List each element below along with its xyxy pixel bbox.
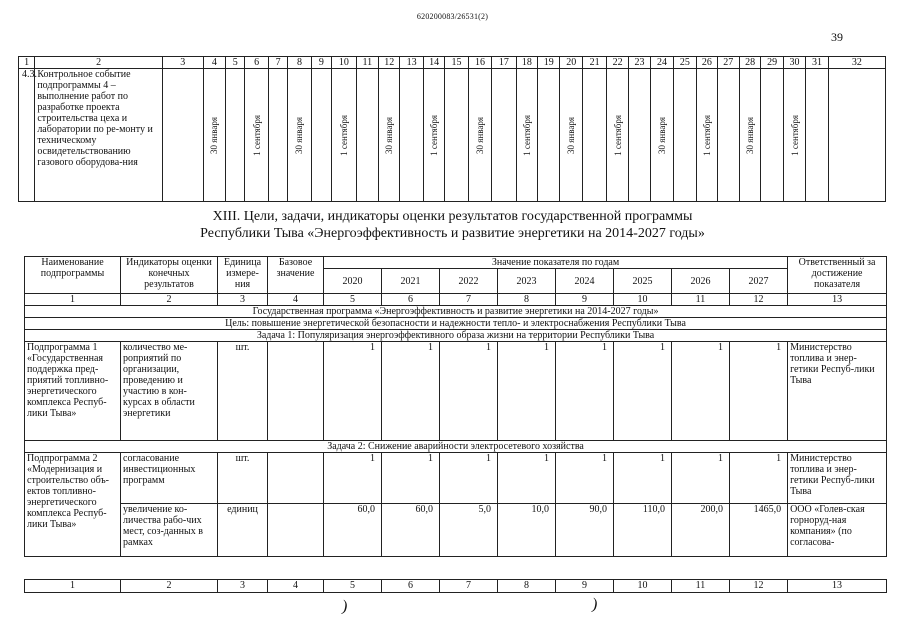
handwritten-mark: ) <box>590 595 599 614</box>
subprogram-2-name: Подпрограмма 2 «Модернизация и строительство объ-ектов топливно-энергетического комплекса Респуб-лики Тыва» <box>25 453 121 557</box>
schedule-cell <box>739 69 760 202</box>
schedule-cell <box>356 69 378 202</box>
indicator-value: 60,0 <box>382 504 440 557</box>
schedule-cell <box>468 69 491 202</box>
schedule-cell <box>332 69 356 202</box>
column-number: 6 <box>382 294 440 306</box>
column-header: 28 <box>739 57 760 69</box>
year-header: 2022 <box>440 269 498 294</box>
column-header: 18 <box>516 57 537 69</box>
indicator-value: 1 <box>672 342 730 441</box>
column-header: 8 <box>288 57 311 69</box>
schedule-date: 1 сентября <box>429 114 440 156</box>
subprogram-2-unit-1: шт. <box>218 453 268 504</box>
bottom-numbers-row <box>25 580 887 593</box>
column-header: 29 <box>761 57 783 69</box>
schedule-cell <box>288 69 311 202</box>
column-number: 4 <box>268 580 324 593</box>
column-header: 30 <box>783 57 805 69</box>
schedule-date: 1 сентября <box>789 114 800 156</box>
responsible-party: ООО «Голев-ская горноруд-ная компания» (по согласова- <box>788 504 887 557</box>
schedule-cell <box>538 69 560 202</box>
schedule-date: 1 сентября <box>612 114 623 156</box>
column-header: 17 <box>492 57 516 69</box>
column-number: 3 <box>218 294 268 306</box>
schedule-cell <box>828 69 885 202</box>
subprogram-2-base-2 <box>268 504 324 557</box>
schedule-date: 30 января <box>474 116 485 154</box>
schedule-cell <box>203 69 225 202</box>
indicator-value: 1 <box>382 453 440 504</box>
indicator-value: 1 <box>440 453 498 504</box>
column-number: 12 <box>730 580 788 593</box>
task-2-title: Задача 2: Снижение аварийности электросетевого хозяйства <box>25 441 887 453</box>
task-1-title: Задача 1: Популяризация энергоэффективного образа жизни на территории Республики Тыва <box>25 330 887 342</box>
column-header: 24 <box>651 57 673 69</box>
schedule-cell <box>560 69 582 202</box>
column-number: 12 <box>730 294 788 306</box>
column-number: 10 <box>614 294 672 306</box>
document-number: 620200083/26531(2) <box>416 12 489 21</box>
year-header: 2025 <box>614 269 672 294</box>
heading-line-2: Республики Тыва «Энергоэффективность и развитие энергетики на 2014-2027 годы» <box>200 226 705 241</box>
column-number: 10 <box>614 580 672 593</box>
header-name: Наименование подпрограммы <box>25 257 121 294</box>
header-responsible: Ответственный за достижение показателя <box>788 257 887 294</box>
column-number: 4 <box>268 294 324 306</box>
column-header: 1 <box>19 57 35 69</box>
schedule-cell <box>162 69 203 202</box>
header-values: Значение показателя по годам <box>324 257 788 269</box>
top-table-header-row <box>19 57 886 69</box>
schedule-date: 1 сентября <box>338 114 349 156</box>
program-title: Государственная программа «Энергоэффективность и развитие энергетики на 2014-2027 годы» <box>25 306 887 318</box>
handwritten-mark: ) <box>340 597 349 616</box>
indicator-value: 1 <box>614 453 672 504</box>
schedule-cell <box>268 69 287 202</box>
column-header: 16 <box>468 57 491 69</box>
responsible-party: Министерство топлива и энер-гетики Респуб-лики Тыва <box>788 453 887 504</box>
column-header: 5 <box>226 57 245 69</box>
column-number: 7 <box>440 294 498 306</box>
schedule-date: 30 января <box>294 116 305 154</box>
schedule-date: 1 сентября <box>521 114 532 156</box>
column-number: 2 <box>121 294 218 306</box>
bottom-column-numbers-table <box>24 579 887 593</box>
indicator-value: 1 <box>556 453 614 504</box>
column-number: 9 <box>556 294 614 306</box>
schedule-cell <box>717 69 739 202</box>
header-unit: Единица измере-ния <box>218 257 268 294</box>
section-heading <box>0 208 905 242</box>
column-header: 21 <box>582 57 606 69</box>
column-header: 22 <box>607 57 628 69</box>
schedule-date: 30 января <box>745 116 756 154</box>
schedule-date: 1 сентября <box>701 114 712 156</box>
schedule-date: 30 января <box>656 116 667 154</box>
column-number: 9 <box>556 580 614 593</box>
column-number: 6 <box>382 580 440 593</box>
column-header: 23 <box>628 57 650 69</box>
schedule-cell <box>783 69 805 202</box>
indicator-value: 1 <box>440 342 498 441</box>
column-header: 32 <box>828 57 885 69</box>
column-number: 7 <box>440 580 498 593</box>
year-header: 2023 <box>498 269 556 294</box>
control-event-label: Контрольное событие подпрограммы 4 – выполнение работ по разработке проекта строительства цеха и лаборатории по ре-монту и техническому освидетельствованию газового оборудова-ния <box>35 69 163 202</box>
column-number: 13 <box>788 580 887 593</box>
column-header: 27 <box>717 57 739 69</box>
schedule-date: 1 сентября <box>251 114 262 156</box>
year-header: 2021 <box>382 269 440 294</box>
indicator-value: 1 <box>324 453 382 504</box>
column-header: 26 <box>697 57 717 69</box>
column-number: 1 <box>25 580 121 593</box>
column-header: 3 <box>162 57 203 69</box>
indicator-value: 90,0 <box>556 504 614 557</box>
goals-indicators-table <box>24 256 887 557</box>
schedule-cell <box>673 69 696 202</box>
indicator-value: 1 <box>556 342 614 441</box>
indicator-value: 1 <box>730 453 788 504</box>
subprogram-1-base <box>268 342 324 441</box>
column-header: 25 <box>673 57 696 69</box>
column-number: 8 <box>498 580 556 593</box>
schedule-cell <box>423 69 444 202</box>
schedule-cell <box>445 69 468 202</box>
year-header: 2024 <box>556 269 614 294</box>
column-header: 6 <box>245 57 268 69</box>
task-row <box>25 441 887 453</box>
top-schedule-table <box>18 56 886 202</box>
column-header: 4 <box>203 57 225 69</box>
indicator-value: 5,0 <box>440 504 498 557</box>
indicator-value: 1 <box>498 453 556 504</box>
column-number: 2 <box>121 580 218 593</box>
goal-row <box>25 318 887 330</box>
schedule-cell <box>245 69 268 202</box>
table-row <box>19 69 886 202</box>
column-header: 13 <box>400 57 423 69</box>
column-header: 31 <box>806 57 828 69</box>
indicator-value: 60,0 <box>324 504 382 557</box>
table-row <box>25 504 887 557</box>
header-base: Базовое значение <box>268 257 324 294</box>
column-number: 13 <box>788 294 887 306</box>
subprogram-2-base-1 <box>268 453 324 504</box>
year-header: 2020 <box>324 269 382 294</box>
column-header: 11 <box>356 57 378 69</box>
column-number: 11 <box>672 580 730 593</box>
row-number: 4.3. <box>19 69 35 202</box>
indicator-value: 1 <box>730 342 788 441</box>
indicator-value: 10,0 <box>498 504 556 557</box>
column-header: 20 <box>560 57 582 69</box>
year-header: 2027 <box>730 269 788 294</box>
indicator-value: 1465,0 <box>730 504 788 557</box>
schedule-date: 30 января <box>384 116 395 154</box>
column-number: 5 <box>324 294 382 306</box>
subprogram-2-indicator-2: увеличение ко-личества рабо-чих мест, соз-данных в рамках <box>121 504 218 557</box>
schedule-cell <box>607 69 628 202</box>
header-row <box>25 257 887 269</box>
column-number: 5 <box>324 580 382 593</box>
column-header: 15 <box>445 57 468 69</box>
schedule-cell <box>379 69 400 202</box>
column-header: 14 <box>423 57 444 69</box>
schedule-date: 30 января <box>566 116 577 154</box>
indicator-value: 200,0 <box>672 504 730 557</box>
schedule-cell <box>516 69 537 202</box>
indicator-value: 1 <box>614 342 672 441</box>
subprogram-2-indicator-1: согласование инвестиционных программ <box>121 453 218 504</box>
subprogram-1-name: Подпрограмма 1 «Государственная поддержка пред-приятий топливно-энергетического комплекса Респуб-лики Тыва» <box>25 342 121 441</box>
schedule-date: 30 января <box>209 116 220 154</box>
column-header: 10 <box>332 57 356 69</box>
schedule-cell <box>400 69 423 202</box>
schedule-cell <box>697 69 717 202</box>
subprogram-1-indicator: количество ме-роприятий по организации, проведению и участию в кон-курсах в области энергетики <box>121 342 218 441</box>
schedule-cell <box>651 69 673 202</box>
column-number: 11 <box>672 294 730 306</box>
year-header: 2026 <box>672 269 730 294</box>
goal-title: Цель: повышение энергетической безопасности и надежности тепло- и электроснабжения Республики Тыва <box>25 318 887 330</box>
column-header: 12 <box>379 57 400 69</box>
schedule-cell <box>761 69 783 202</box>
indicator-value: 110,0 <box>614 504 672 557</box>
column-number: 1 <box>25 294 121 306</box>
indicator-value: 1 <box>324 342 382 441</box>
schedule-cell <box>492 69 516 202</box>
column-numbers-row <box>25 294 887 306</box>
schedule-cell <box>311 69 331 202</box>
subprogram-2-unit-2: единиц <box>218 504 268 557</box>
subprogram-1-unit: шт. <box>218 342 268 441</box>
column-header: 7 <box>268 57 287 69</box>
schedule-cell <box>226 69 245 202</box>
column-number: 8 <box>498 294 556 306</box>
column-header: 2 <box>35 57 163 69</box>
indicator-value: 1 <box>498 342 556 441</box>
column-header: 9 <box>311 57 331 69</box>
table-row <box>25 342 887 441</box>
page-number: 39 <box>831 30 843 44</box>
table-row <box>25 453 887 504</box>
header-indicator: Индикаторы оценки конечных результатов <box>121 257 218 294</box>
task-row <box>25 330 887 342</box>
responsible-party: Министерство топлива и энер-гетики Респуб-лики Тыва <box>788 342 887 441</box>
schedule-cell <box>582 69 606 202</box>
column-header: 19 <box>538 57 560 69</box>
program-row <box>25 306 887 318</box>
column-number: 3 <box>218 580 268 593</box>
schedule-cell <box>628 69 650 202</box>
indicator-value: 1 <box>672 453 730 504</box>
heading-line-1: XIII. Цели, задачи, индикаторы оценки результатов государственной программы <box>212 209 693 224</box>
indicator-value: 1 <box>382 342 440 441</box>
schedule-cell <box>806 69 828 202</box>
